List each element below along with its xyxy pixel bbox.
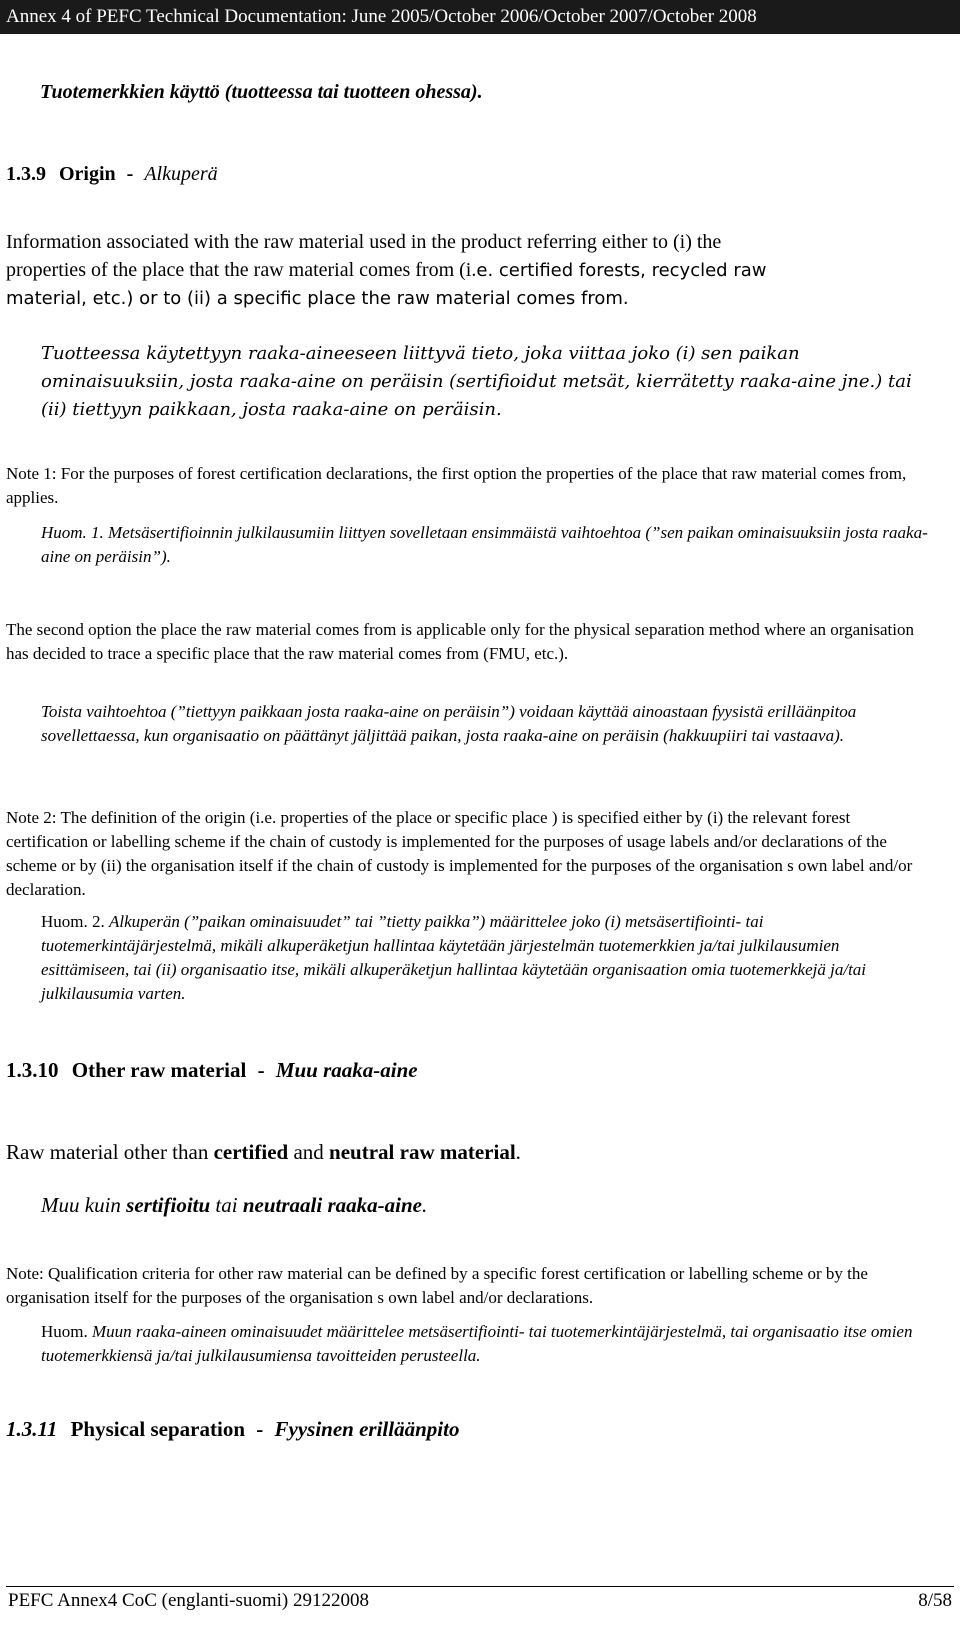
- note-prefix: Huom.: [41, 1322, 88, 1341]
- second-option-en: The second option the place the raw material comes from is applicable only for the physical separation method where an organisation has decided to trace a specific place that the raw material comes from (FMU, etc.).: [6, 620, 914, 663]
- page-header: Annex 4 of PEFC Technical Documentation: June 2005/October 2006/October 2007/October 2008: [0, 0, 960, 34]
- section-title-fi: Fyysinen erilläänpito: [274, 1417, 460, 1441]
- definition-term: certified: [213, 1140, 289, 1164]
- footer-page-number: 8/58: [918, 1590, 952, 1611]
- origin-definition-text: e. certified forests, recycled raw: [476, 260, 767, 281]
- definition-text: and: [288, 1140, 330, 1164]
- section-dash: -: [126, 163, 134, 185]
- origin-definition-line: [6, 256, 940, 285]
- definition-term: sertifioitu: [126, 1193, 211, 1217]
- definition-text: Muu kuin: [41, 1193, 127, 1217]
- page-footer: [8, 1590, 952, 1612]
- definition-term: neutral raw material: [329, 1140, 516, 1164]
- section-title-en: Other raw material: [71, 1058, 247, 1082]
- section-dash: -: [257, 1058, 265, 1082]
- origin-definition-line: material, etc.) or to (ii) a specific place the raw material comes from.: [6, 288, 629, 309]
- section-number: 1.3.9: [6, 163, 46, 185]
- note-2-fi: [41, 910, 930, 1006]
- origin-definition-text: properties of the place that the raw material comes from (i.: [6, 259, 477, 281]
- section-number: 1.3.11: [6, 1417, 58, 1441]
- section-dash: -: [256, 1417, 264, 1441]
- note-2-en: Note 2: The definition of the origin (i.e. properties of the place or specific place ) is specified either by (i) the relevant forest certification or labelling scheme if the chain of custody is implemented for the purposes of usage labels and/or declarations of the scheme or by (ii) the organisation itself if the chain of custody is implemented for the purposes of the organisation s own label and/or declaration.: [6, 808, 913, 899]
- note-other-fi: [41, 1320, 930, 1368]
- origin-definition-line: Information associated with the raw material used in the product referring either to (i) the: [6, 231, 722, 253]
- note-prefix: Huom. 2.: [41, 912, 105, 931]
- origin-definition-fi: Tuotteessa käytettyyn raaka-aineeseen liittyvä tieto, joka viittaa joko (i) sen paikan ominaisuuksiin, josta raaka-aine on peräisin (sertifioidut metsät, kierrätetty raaka-aine jne.) tai (ii) tiettyyn paikkaan, josta raaka-aine on peräisin.: [41, 343, 912, 420]
- section-title-fi: Muu raaka-aine: [275, 1058, 418, 1082]
- definition-text: tai: [210, 1193, 243, 1217]
- origin-definition-en: [6, 228, 940, 313]
- note-1-en: Note 1: For the purposes of forest certification declarations, the first option the properties of the place that raw material comes from, applies.: [6, 464, 907, 507]
- footer-document-name: PEFC Annex4 CoC (englanti-suomi) 29122008: [8, 1590, 369, 1611]
- second-option-fi: Toista vaihtoehtoa (”tiettyyn paikkaan josta raaka-aine on peräisin”) voidaan käyttää ainoastaan fyysistä erilläänpitoa sovellettaessa, kun organisaatio on päättänyt jäljittää paikan, josta raaka-aine on peräisin (hakkuupiiri tai vastaava).: [41, 702, 857, 745]
- section-heading-1-3-9: [6, 160, 960, 188]
- note-1-fi: Huom. 1. Metsäsertifioinnin julkilausumiin liittyen sovelletaan ensimmäistä vaihtoehtoa (”sen paikan ominaisuuksiin josta raaka-aine on peräisin”).: [41, 523, 928, 566]
- definition-text: .: [515, 1140, 521, 1164]
- other-definition-en: [6, 1138, 960, 1166]
- section-heading-1-3-10: [6, 1056, 960, 1084]
- section-number: 1.3.10: [6, 1058, 59, 1082]
- footer-divider: [6, 1586, 954, 1587]
- definition-text: .: [421, 1193, 428, 1217]
- note-2-fi-text: Alkuperän (”paikan ominaisuudet” tai ”tietty paikka”) määrittelee joko (i) metsäsertifiointi- tai tuotemerkintäjärjestelmä, mikäli alkuperäketjun hallintaa käytetään järjestelmän tuotemerkkien ja/tai julkilausumien esittämiseen, tai (ii) organisaatio itse, mikäli alkuperäketjun hallintaa käytetään organisaation omia tuotemerkkejä ja/tai julkilausumia varten.: [41, 912, 867, 1003]
- section-title-en: Physical separation: [70, 1417, 246, 1441]
- section-title-fi: Alkuperä: [144, 163, 218, 185]
- intro-line: Tuotemerkkien käyttö (tuotteessa tai tuotteen ohessa).: [40, 81, 483, 103]
- other-definition-fi: [41, 1191, 960, 1219]
- note-other-fi-text: Muun raaka-aineen ominaisuudet määrittelee metsäsertifiointi- tai tuotemerkintäjärjestelmä, tai organisaatio itse omien tuotemerkkiensä ja/tai julkilausumiensa tavoitteiden perusteella.: [41, 1322, 913, 1365]
- definition-term: neutraali raaka-aine: [242, 1193, 422, 1217]
- note-other-en: Note: Qualification criteria for other raw material can be defined by a specific forest certification or labelling scheme or by the organisation itself for the purposes of the organisation s own label and/or declarations.: [6, 1264, 868, 1307]
- section-heading-1-3-11: [6, 1415, 960, 1443]
- section-title-en: Origin: [59, 163, 116, 185]
- definition-text: Raw material other than: [6, 1140, 214, 1164]
